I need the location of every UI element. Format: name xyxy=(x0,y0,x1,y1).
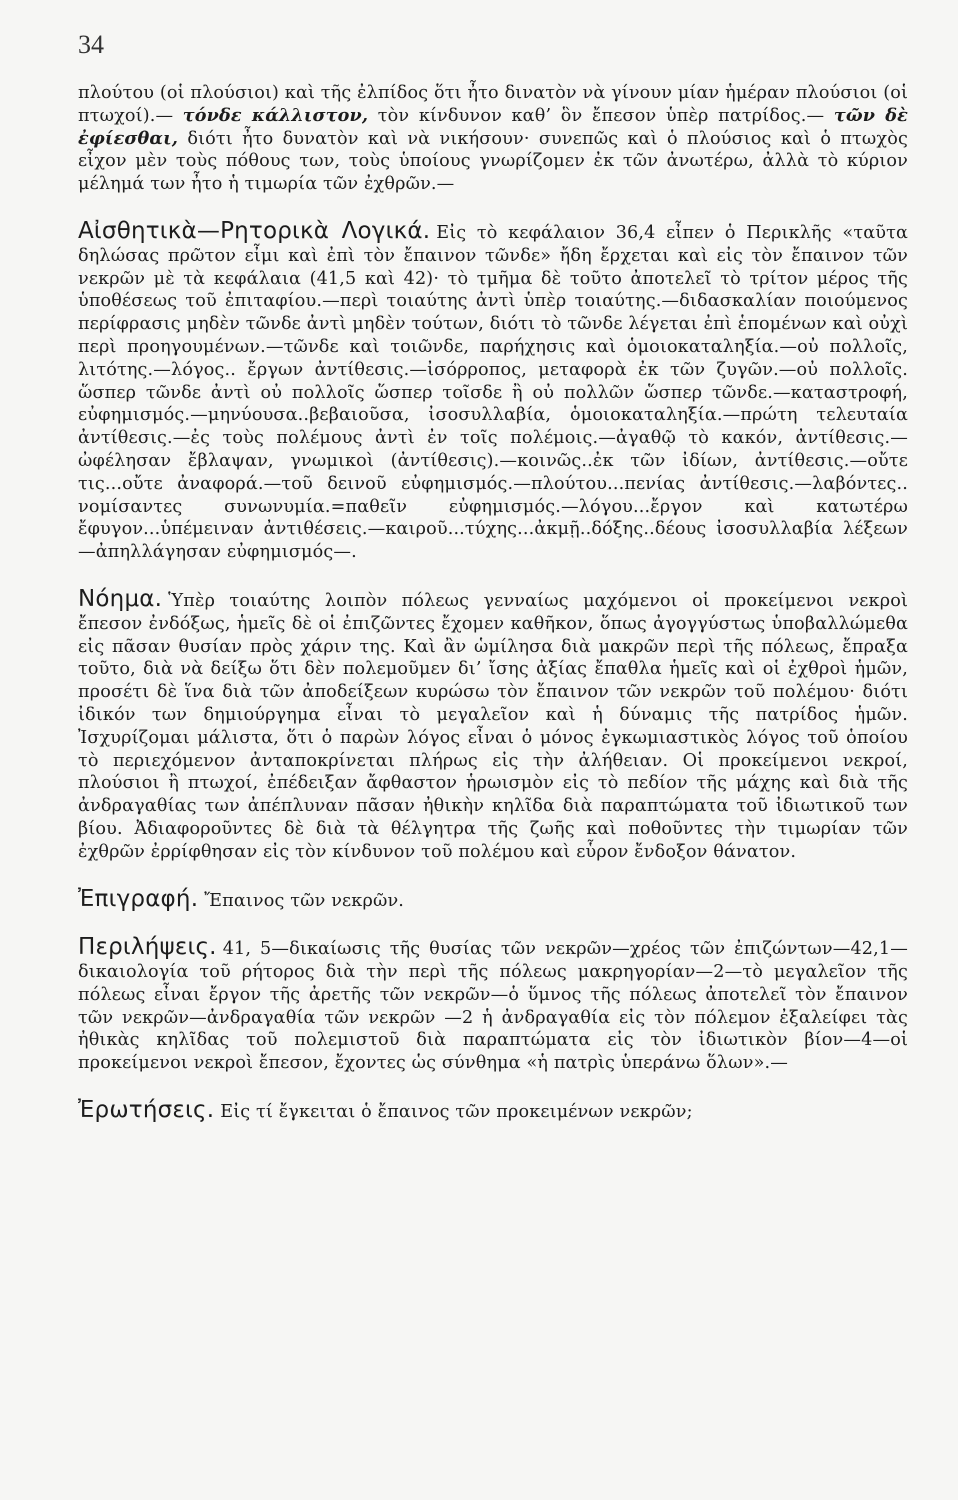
questions-section xyxy=(78,1099,908,1124)
intro-emphasis-2: τῶν δὲ ἐφίεσθαι, xyxy=(78,104,909,149)
inscription-text: Ἔπαινος τῶν νεκρῶν. xyxy=(204,890,405,911)
intro-emphasis-1: τόνδε κάλλιστον, xyxy=(182,104,369,126)
aesthetics-section xyxy=(78,217,908,564)
summaries-section xyxy=(78,936,908,1075)
meaning-section xyxy=(78,585,908,864)
inscription-heading: Ἐπιγραφή. xyxy=(78,885,199,912)
questions-heading: Ἐρωτήσεις. xyxy=(78,1097,215,1124)
summaries-heading: Περιλήψεις. xyxy=(78,934,217,961)
meaning-heading: Νόημα. xyxy=(78,585,163,612)
intro-text-2: τὸν κίνδυνον καθ’ ὃν ἔπεσον ὑπὲρ πατρίδος.— xyxy=(368,105,834,126)
intro-paragraph xyxy=(78,82,908,196)
page-body xyxy=(78,82,908,1124)
questions-text: Εἰς τί ἔγκειται ὁ ἔπαινος τῶν προκειμένων νεκρῶν; xyxy=(220,1102,693,1123)
inscription-section xyxy=(78,885,908,913)
aesthetics-text: Εἰς τὸ κεφάλαιον 36,4 εἶπεν ὁ Περικλῆς «ταῦτα δηλώσας πρῶτον εἶμι καὶ ἐπὶ τὸν ἔπαινον τῶνδε» ἤδη ἔρχεται καὶ εἰς τὸν ἔπαινον τῶν νεκρῶν μὲ τὰ κεφάλαια (41,5 καὶ 42)· τὸ τμῆμα δὲ τοῦτο ἀποτελεῖ τὸ τρίτον μέρος τῆς ὑποθέσεως τοῦ ἐπιταφίου.—περὶ τοιαύτης ἀντὶ ὑπὲρ τοιαύτης.—διδασκαλίαν ποιούμενος περίφρασις μηδὲν τῶνδε ἀντὶ μηδὲν τούτων, διότι τὸ τῶνδε λέγεται ἐπὶ ἑπομένων καὶ οὐχὶ περὶ προηγουμένων.—τῶνδε καὶ τοιῶνδε, παρήχησις καὶ ὁμοιοκαταληξία.—οὐ πολλοῖς, λιτότης.—λόγος.. ἔργων ἀντίθεσις.—ἰσόρροπος, μεταφορὰ ἐκ τῶν ζυγῶν.—οὐ πολλοῖς. ὥσπερ τῶνδε ἀντὶ οὐ πολλοῖς ὥσπερ τοῖσδε ἢ οὐ πολλῶν ὥσπερ τῶνδε.—καταστροφή, εὐφημισμός.—μηνύουσα..βεβαιοῦσα, ἰσοσυλλαβία, ὁμοιοκαταληξία.—πρώτη τελευταία ἀντίθεσις.—ἐς τοὺς πολέμους ἀντὶ ἐν τοῖς πολέμοις.—ἀγαθῷ τὸ κακόν, ἀντίθεσις.—ὠφέλησαν ἔβλαψαν, γνωμικοὶ (ἀντίθεσις).—κοινῶς..ἐκ τῶν ἰδίων, ἀντίθεσις.—οὔτε τις...οὔτε ἀναφορά.—τοῦ δεινοῦ εὐφημισμός.—πλούτου...πενίας ἀντίθεσις.—λαβόντες.. νομίσαντες συνωνυμία.=παθεῖν εὐφημισμός.—λόγου...ἔργον καὶ κατωτέρω ἔφυγον...ὑπέμειναν ἀντιθέσεις.—καιροῦ...τύχης...ἀκμῇ..δόξης..δέους ἰσοσυλλαβία λέξεων —ἀπηλλάγησαν εὐφημισμός—. xyxy=(78,222,908,563)
intro-text-1: πλούτου (οἱ πλούσιοι) καὶ τῆς ἐλπίδος ὅτι ἦτο δινατὸν νὰ γίνουν μίαν ἡμέραν πλούσιοι (οἱ πτωχοί).— xyxy=(78,83,908,126)
aesthetics-heading: Αἰσθητικὰ—Ρητορικὰ Λογικά. xyxy=(78,217,431,244)
meaning-text: Ὑπὲρ τοιαύτης λοιπὸν πόλεως γενναίως μαχόμενοι οἱ προκείμενοι νεκροὶ ἔπεσον ἐνδόξως, ἡμεῖς δὲ οἱ ἐπιζῶντες ἔχομεν καθῆκον, ὅπως ἀγογγύστως ὑποβαλλώμεθα εἰς πᾶσαν θυσίαν πρὸς χάριν της. Καὶ ἂν ὡμίλησα διὰ μακρῶν περὶ τῆς πόλεως, ἔπραξα τοῦτο, διὰ νὰ δείξω ὅτι δὲν πολεμοῦμεν δι’ ἴσης ἀξίας ἔπαθλα ἡμεῖς καὶ οἱ ἐχθροὶ ἡμῶν, προσέτι δὲ ἵνα διὰ τῶν ἀποδείξεων κυρώσω τὸν ἔπαινον τῶν νεκρῶν τοῦ πολέμου· διότι ἰδικόν των δημιούργημα εἶναι τὸ μεγαλεῖον καὶ ἡ δύναμις τῆς πατρίδος ἡμῶν. Ἰσχυρίζομαι μάλιστα, ὅτι ὁ παρὼν λόγος εἶναι ὁ μόνος ἐγκωμιαστικὸς λόγος τοῦ ὁποίου τὸ περιεχόμενον ἀνταποκρίνεται πλήρως εἰς τὴν ἀλήθειαν. Οἱ προκείμενοι νεκροί, πλούσιοι ἢ πτωχοί, ἐπέδειξαν ἄφθαστον ἡρωισμὸν εἰς τὸ πεδίον τῆς μάχης καὶ διὰ τῆς ἀνδραγαθίας των ἀπέπλυναν πᾶσαν ἠθικὴν κηλῖδα διὰ παραπτώματα τοῦ ἰδιωτικοῦ των βίου. Ἀδιαφοροῦντες δὲ διὰ τὰ θέλγητρα τῆς ζωῆς καὶ ποθοῦντες τὴν τιμωρίαν τῶν ἐχθρῶν ἐρρίφθησαν εἰς τὸν κίνδυνον τοῦ πολέμου καὶ εὗρον ἔνδοξον θάνατον. xyxy=(78,590,908,862)
page-number: 34 xyxy=(78,30,104,59)
intro-text-3: διότι ἦτο δυνατὸν καὶ νὰ νικήσουν· συνεπῶς καὶ ὁ πλούσιος καὶ ὁ πτωχὸς εἶχον μὲν τοὺς πόθους των, τοὺς ὑποίους γνωρίζομεν ἐκ τῶν ἀνωτέρω, ἀλλὰ τὸ κύριον μέλημά των ἦτο ἡ τιμωρία τῶν ἐχθρῶν.— xyxy=(78,128,908,195)
summaries-text: 41, 5—δικαίωσις τῆς θυσίας τῶν νεκρῶν—χρέος τῶν ἐπιζώντων—42,1—δικαιολογία τοῦ ρήτορος διὰ τὴν περὶ τῆς πόλεως μακρηγορίαν—2—τὸ μεγαλεῖον τῆς πόλεως εἶναι ἔργον τῆς ἀρετῆς τῶν νεκρῶν—ὁ ὕμνος τῆς πόλεως ἀποτελεῖ τὸν ἔπαινον τῶν νεκρῶν—ἀνδραγαθία τῶν νεκρῶν —2 ἡ ἀνδραγαθία εἰς τὸν πόλεμον ἐξαλείφει τὰς ἠθικὰς κηλῖδας τοῦ πολεμιστοῦ διὰ παραπτώματα εἰς τὸν ἰδιωτικὸν βίον—4—οἱ προκείμενοι νεκροὶ ἔπεσον, ἔχοντες ὡς σύνθημα «ἡ πατρὶς ὑπεράνω ὅλων».— xyxy=(78,939,908,1074)
